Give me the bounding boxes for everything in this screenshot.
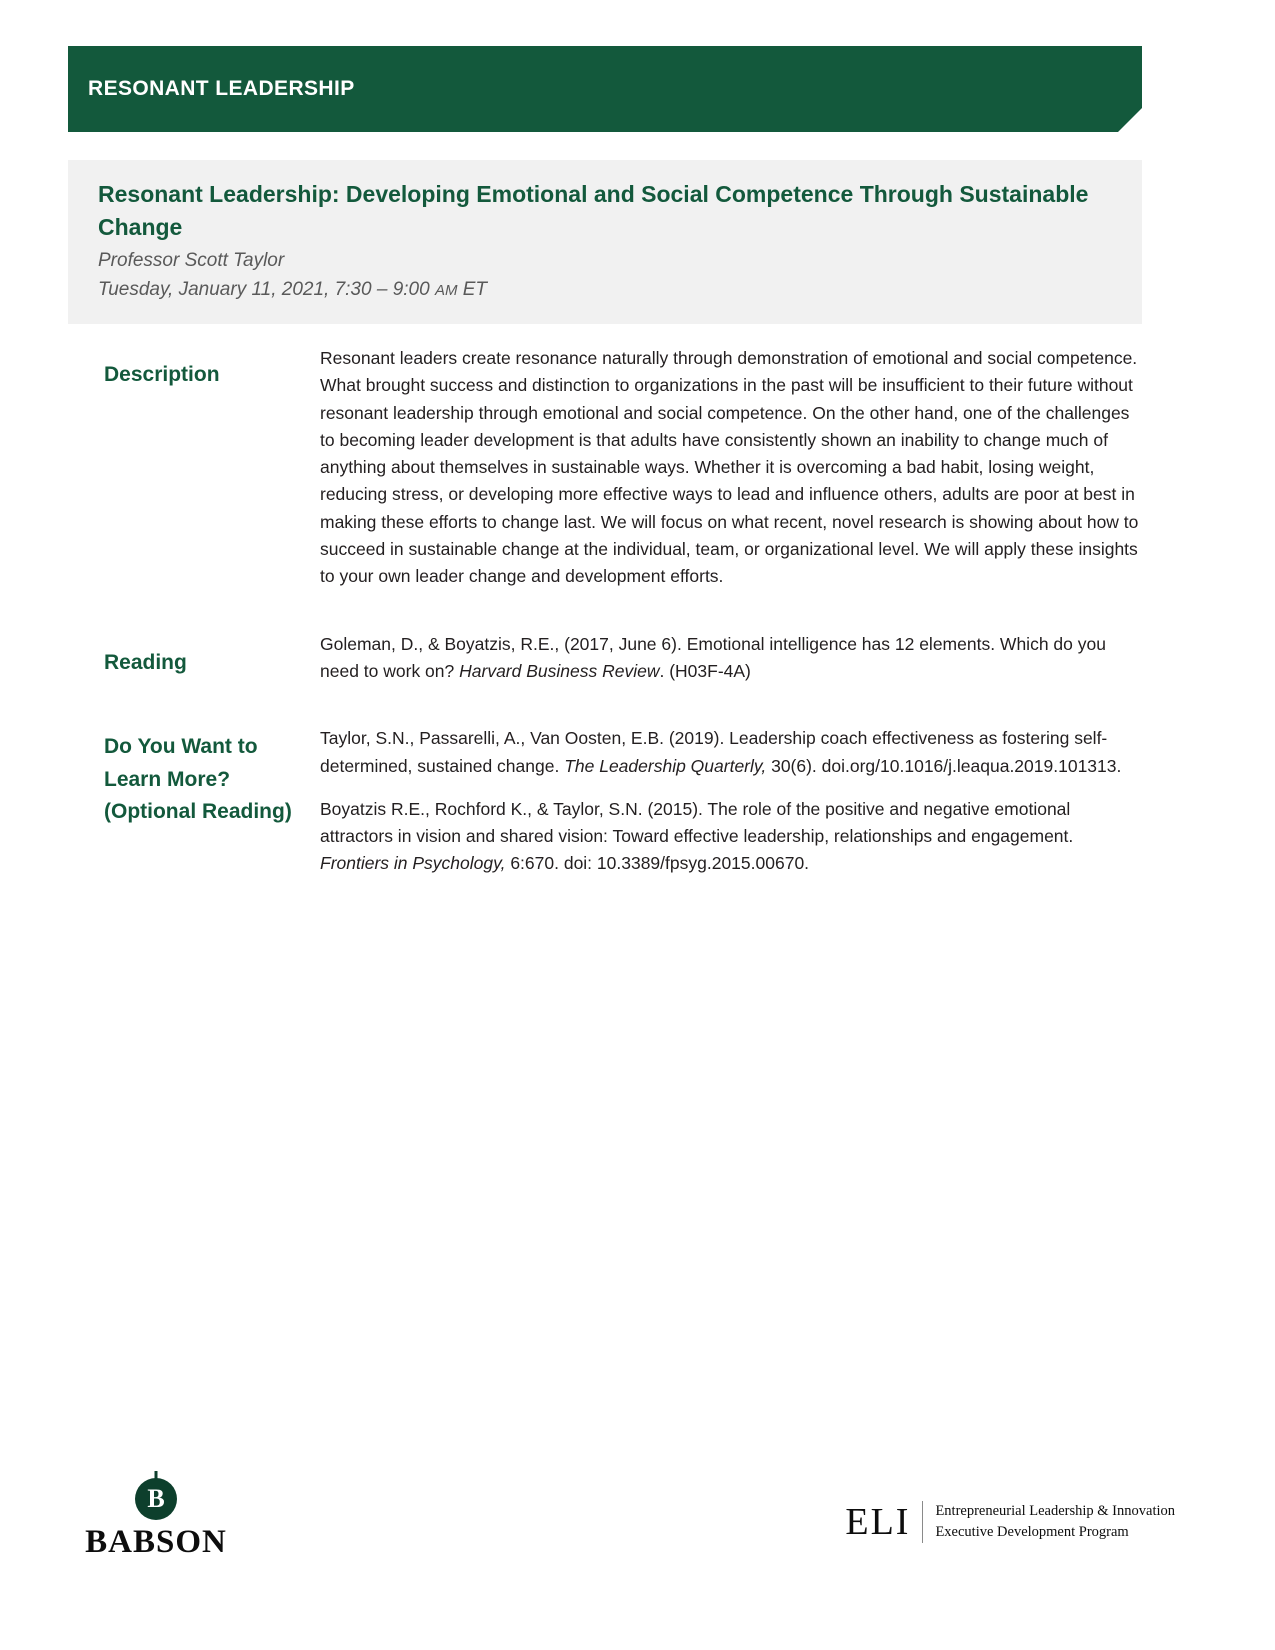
- section-label-reading: Reading: [104, 650, 187, 674]
- eli-logo: [845, 1500, 1175, 1544]
- section-label-optional-reading: Do You Want to Learn More? (Optional Reading): [104, 735, 292, 824]
- section-body-optional-reading: [320, 725, 1142, 877]
- eli-tagline-line-1: Entrepreneurial Leadership & Innovation: [935, 1503, 1175, 1520]
- content-area: [68, 345, 1142, 918]
- banner-title: RESONANT LEADERSHIP: [88, 77, 355, 100]
- reading-citation: [320, 631, 1142, 686]
- optional-citation-1-journal: The Leadership Quarterly,: [564, 755, 767, 776]
- optional-citation-2: [320, 796, 1142, 878]
- page-title: Resonant Leadership: Developing Emotional and Social Competence Through Sustainable Change: [98, 181, 1089, 240]
- page-footer: [0, 1478, 1275, 1598]
- section-description: [68, 345, 1142, 591]
- banner-corner-notch: [1118, 108, 1142, 132]
- header-banner: [68, 46, 1142, 132]
- presenter-name: Professor Scott Taylor: [98, 250, 285, 272]
- section-body-reading: [320, 631, 1142, 686]
- section-label-description: Description: [104, 363, 220, 386]
- eli-tagline: [935, 1501, 1175, 1542]
- reading-citation-text-2: . (H03F-4A): [659, 660, 751, 681]
- section-optional-reading: [68, 725, 1142, 877]
- optional-citation-2-text-1: Boyatzis R.E., Rochford K., & Taylor, S.N. (2015). The role of the positive and negative emotional attractors in vision and shared vision: Toward effective leadership, relationships and engagement.: [320, 798, 1074, 847]
- babson-logo: [76, 1478, 236, 1561]
- datetime-ampm: AM: [434, 281, 458, 299]
- reading-citation-journal: Harvard Business Review: [459, 660, 660, 681]
- datetime-prefix: Tuesday, January 11, 2021, 7:30 – 9:00: [98, 278, 435, 300]
- babson-wordmark: BABSON: [85, 1524, 227, 1560]
- reading-citation-text-1: Goleman, D., & Boyatzis, R.E., (2017, June 6). Emotional intelligence has 12 elements. Which do you need to work on?: [320, 633, 1106, 681]
- optional-citation-2-journal: Frontiers in Psychology,: [320, 853, 506, 874]
- session-title-block: [68, 160, 1142, 324]
- optional-citation-2-text-2: 6:670. doi: 10.3389/fpsyg.2015.00670.: [505, 853, 810, 874]
- section-body-description: [320, 345, 1142, 591]
- optional-citation-1-text-1: Taylor, S.N., Passarelli, A., Van Oosten, E.B. (2019). Leadership coach effectiveness as fostering self-determined, sustained change.: [320, 728, 1108, 776]
- section-reading: [68, 631, 1142, 686]
- eli-divider: [922, 1501, 923, 1543]
- eli-wordmark: ELI: [845, 1501, 911, 1543]
- datetime-suffix: ET: [457, 278, 488, 300]
- babson-seal-icon: [135, 1478, 177, 1520]
- optional-citation-1-text-2: 30(6). doi.org/10.1016/j.leaqua.2019.101313.: [766, 755, 1122, 776]
- description-paragraph: Resonant leaders create resonance naturally through demonstration of emotional and social competence. What brought success and distinction to organizations in the past will be insufficient to their future without resonant leadership through emotional and social competence. On the other hand, one of the challenges to becoming leader development is that adults have consistently shown an inability to change much of anything about themselves in sustainable ways. Whether it is overcoming a bad habit, losing weight, reducing stress, or developing more effective ways to lead and influence others, adults are poor at best in making these efforts to change last. We will focus on what recent, novel research is showing about how to succeed in sustainable change at the individual, team, or organizational level. We will apply these insights to your own leader change and development efforts.: [320, 348, 1139, 587]
- eli-tagline-line-2: Executive Development Program: [935, 1524, 1129, 1540]
- optional-citation-1: [320, 725, 1142, 780]
- session-datetime: [98, 276, 1112, 305]
